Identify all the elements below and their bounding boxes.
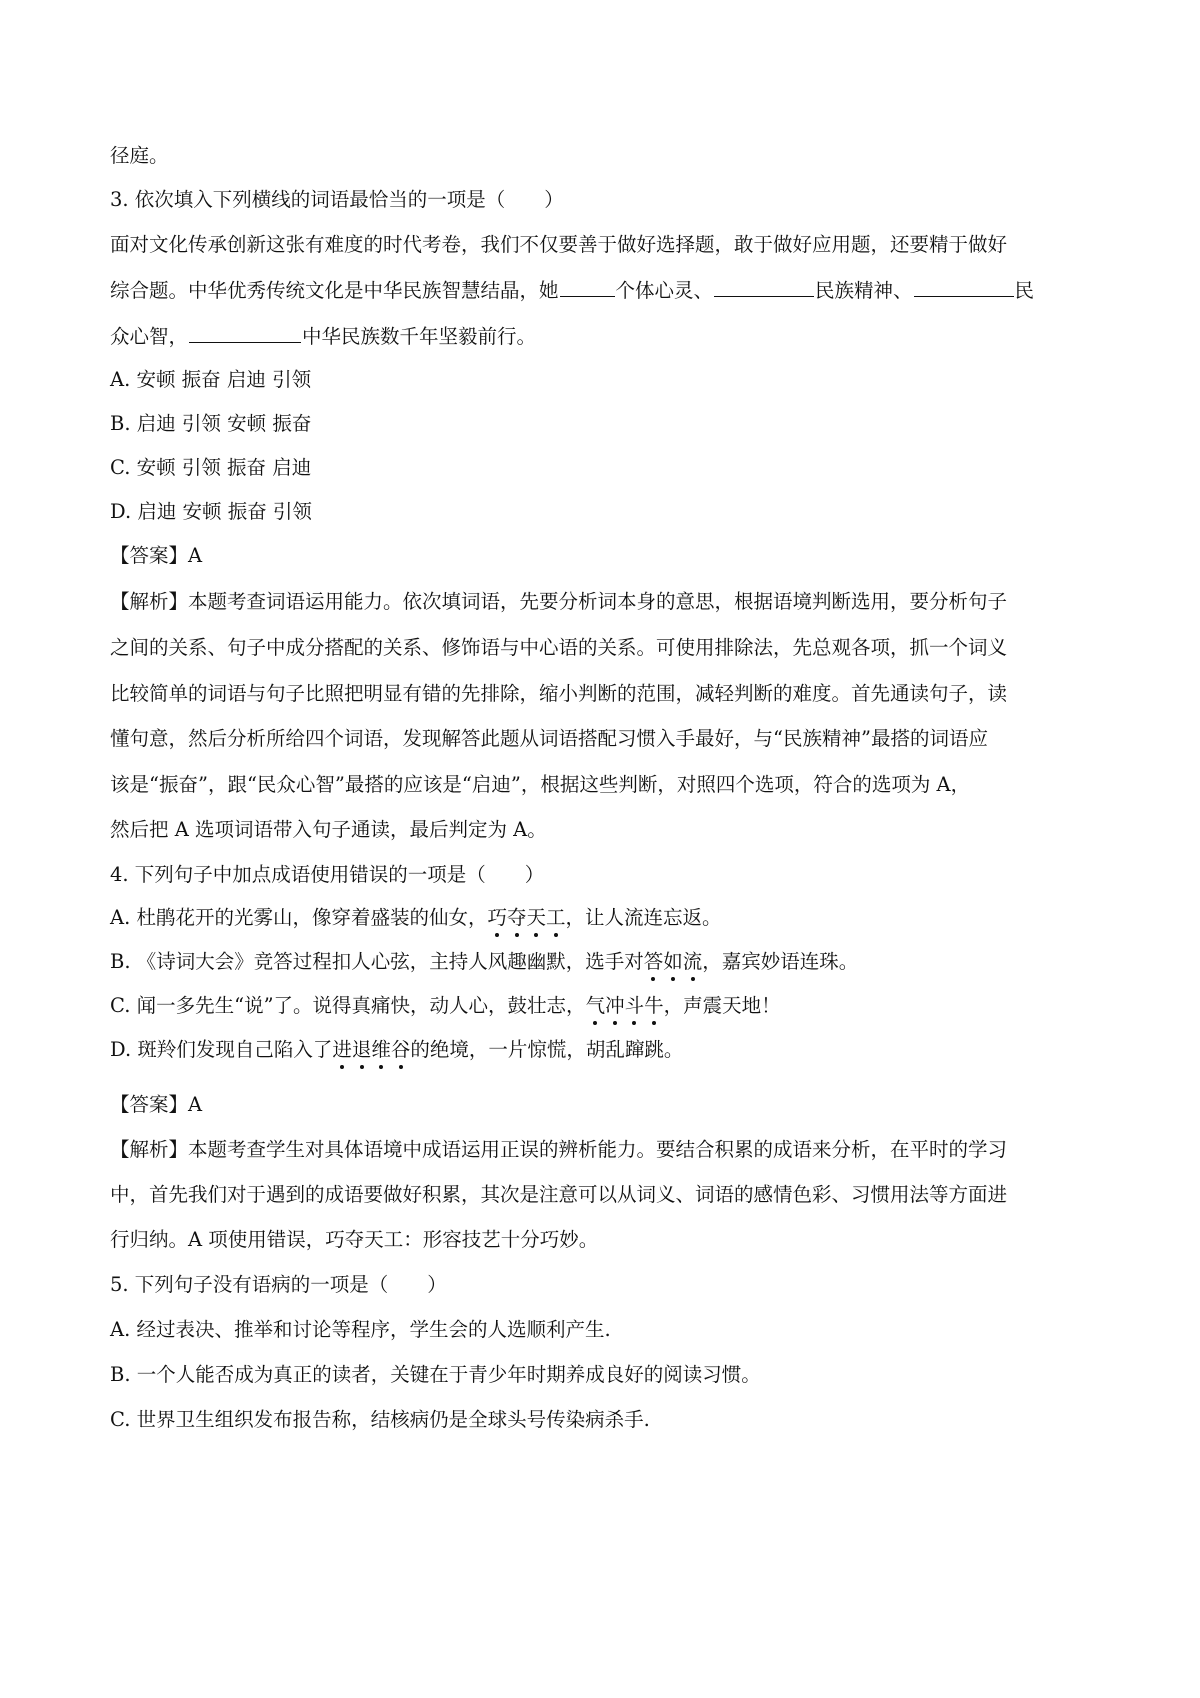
q4-option-d: [110, 1036, 1110, 1064]
q3-passage-text: 民族精神、: [815, 279, 913, 302]
dotted-char: 退: [351, 1038, 372, 1061]
q3-answer: [110, 542, 1110, 570]
q3-option-d: D. 启迪 安顿 振奋 引领: [110, 500, 312, 523]
dotted-char: 维: [371, 1038, 391, 1061]
q3-passage-line-1: 面对文化传承创新这张有难度的时代考卷，我们不仅要善于做好选择题，敢于做好应用题，还要精于做好: [110, 233, 1008, 256]
dotted-char: 进: [332, 1038, 352, 1061]
q4-analysis-line-3: 行归纳。A 项使用错误，巧夺天工：形容技艺十分巧妙。: [110, 1228, 599, 1251]
q3-option-c: C. 安顿 引领 振奋 启迪: [110, 456, 312, 479]
q5-option-c: C. 世界卫生组织发布报告称，结核病仍是全球头号传染病杀手.: [110, 1408, 650, 1431]
q3-passage-text: 综合题。中华优秀传统文化是中华民族智慧结晶，她: [110, 279, 559, 302]
dotted-char: 夺: [507, 906, 527, 929]
q3-blank-2: [714, 276, 814, 297]
q4-analysis-line-2: 中，首先我们对于遇到的成语要做好积累，其次是注意可以从词义、词语的感情色彩、习惯用法等方面进: [110, 1183, 1008, 1206]
option-text: D. 斑羚们发现自己陷入了: [110, 1038, 333, 1061]
q3-blank-1: [560, 276, 615, 297]
q3-passage-text: 中华民族数千年坚毅前行。: [302, 325, 537, 348]
option-text: 的绝境，一片惊慌，胡乱蹿跳。: [410, 1038, 684, 1061]
dotted-char: 流: [682, 950, 703, 973]
answer-value: A: [188, 544, 203, 567]
q4-option-b: [110, 948, 1110, 976]
dotted-char: 气: [585, 994, 606, 1017]
q3-passage-text: 众心智，: [110, 325, 189, 348]
fragment-text: 径庭。: [110, 144, 169, 167]
q5-stem: 5. 下列句子没有语病的一项是（ ）: [110, 1273, 447, 1296]
dotted-char: 答: [643, 950, 664, 973]
option-text: ，声震天地！: [663, 994, 781, 1017]
q4-analysis-line-1: [110, 1136, 1110, 1164]
dotted-char: 如: [663, 950, 683, 973]
answer-label: 【答案】: [110, 1093, 189, 1116]
dotted-char: 斗: [624, 994, 645, 1017]
q3-analysis-line-1: [110, 588, 1110, 616]
q3-passage-text: 个体心灵、: [615, 279, 714, 302]
q5-option-b: B. 一个人能否成为真正的读者，关键在于青少年时期养成良好的阅读习惯。: [110, 1363, 761, 1386]
q3-analysis-line-5: 该是“振奋”，跟“民众心智”最搭的应该是“启迪”，根据这些判断，对照四个选项，符合的选项为 A，: [110, 773, 971, 796]
q4-option-c: [110, 992, 1110, 1020]
q4-option-a: [110, 904, 1110, 932]
q5-option-a: A. 经过表决、推举和讨论等程序，学生会的人选顺利产生.: [110, 1318, 611, 1341]
analysis-text: 本题考查学生对具体语境中成语运用正误的辨析能力。要结合积累的成语来分析，在平时的学习: [188, 1138, 1008, 1161]
analysis-label: 【解析】: [110, 590, 189, 613]
option-text: ，让人流连忘返。: [565, 906, 722, 929]
q3-blank-4: [189, 322, 301, 343]
analysis-label: 【解析】: [110, 1138, 189, 1161]
q3-stem: 3. 依次填入下列横线的词语最恰当的一项是（ ）: [110, 188, 564, 211]
dotted-char: 巧: [487, 906, 507, 929]
q3-analysis-line-6: 然后把 A 选项词语带入句子通读，最后判定为 A。: [110, 818, 547, 841]
q3-passage-line-3: [110, 322, 1110, 351]
q3-passage-text: 民: [1014, 279, 1035, 302]
option-text: C. 闻一多先生“说”了。说得真痛快，动人心，鼓壮志，: [110, 994, 586, 1017]
dotted-char: 工: [546, 906, 566, 929]
q3-option-a: A. 安顿 振奋 启迪 引领: [110, 368, 312, 391]
q3-option-b: B. 启迪 引领 安顿 振奋: [110, 412, 312, 435]
answer-value: A: [188, 1093, 203, 1116]
q3-analysis-line-2: 之间的关系、句子中成分搭配的关系、修饰语与中心语的关系。可使用排除法，先总观各项，抓一个词义: [110, 636, 1008, 659]
analysis-text: 本题考查词语运用能力。依次填词语，先要分析词本身的意思，根据语境判断选用，要分析句子: [188, 590, 1008, 613]
q3-blank-3: [914, 276, 1014, 297]
option-text: ，嘉宾妙语连珠。: [702, 950, 859, 973]
option-text: A. 杜鹃花开的光雾山，像穿着盛装的仙女，: [110, 906, 488, 929]
dotted-char: 谷: [390, 1038, 411, 1061]
q4-stem: 4. 下列句子中加点成语使用错误的一项是（ ）: [110, 863, 545, 886]
q4-answer: [110, 1091, 1110, 1119]
option-text: B. 《诗词大会》竞答过程扣人心弦，主持人风趣幽默，选手对: [110, 950, 644, 973]
dotted-char: 天: [526, 906, 547, 929]
q3-passage-line-2: [110, 276, 1110, 305]
dotted-char: 牛: [644, 994, 664, 1017]
dotted-char: 冲: [605, 994, 625, 1017]
q3-analysis-line-3: 比较简单的词语与句子比照把明显有错的先排除，缩小判断的范围，减轻判断的难度。首先通读句子，读: [110, 682, 1008, 705]
answer-label: 【答案】: [110, 544, 189, 567]
q3-analysis-line-4: 懂句意，然后分析所给四个词语，发现解答此题从词语搭配习惯入手最好，与“民族精神”最搭的词语应: [110, 727, 988, 750]
